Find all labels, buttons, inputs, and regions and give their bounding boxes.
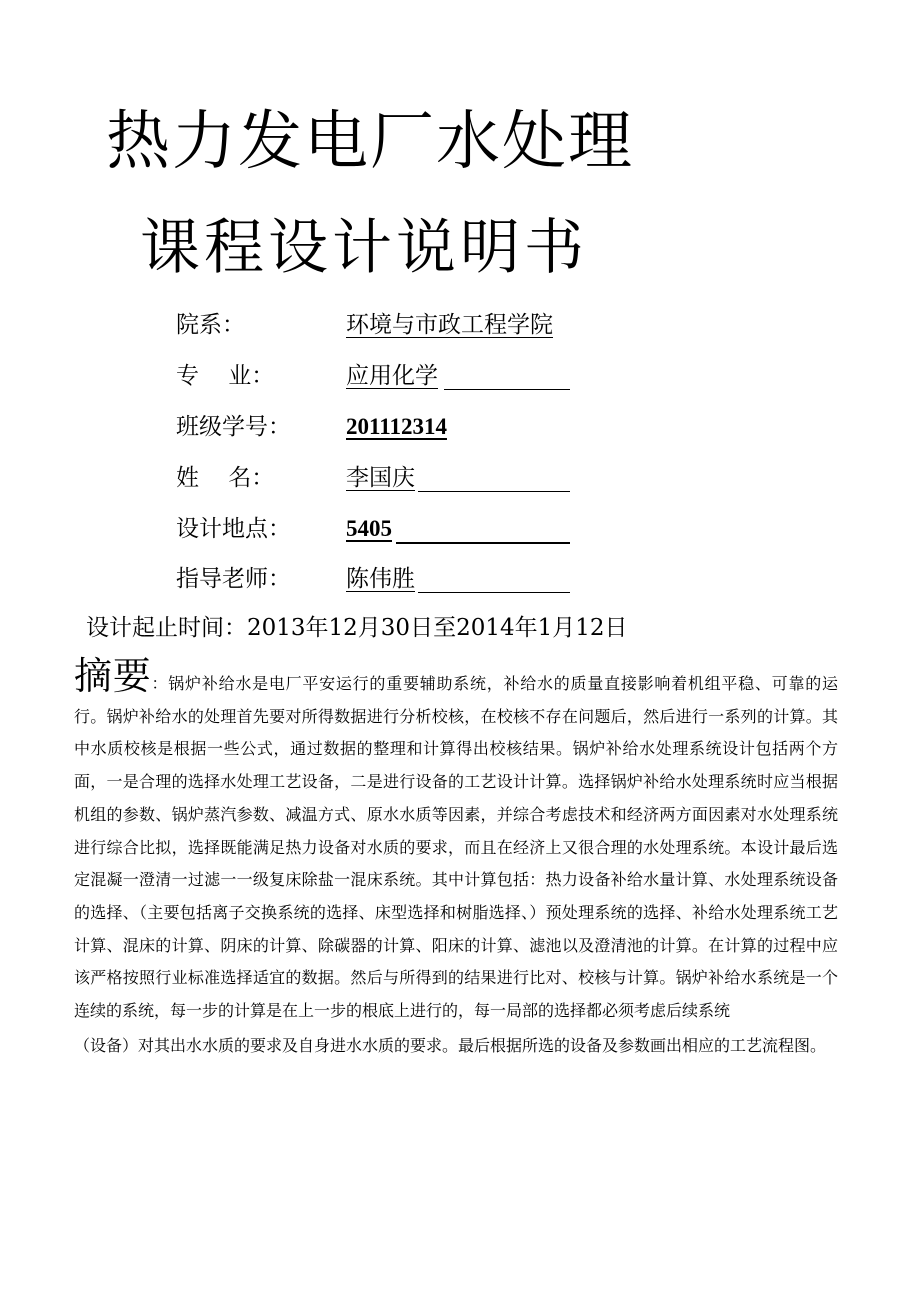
location-value: 5405 [346,516,392,541]
document-title-line2: 课程设计说明书 [140,213,588,283]
abstract-section [74,654,838,1062]
name-value: 李国庆 [346,465,415,491]
abstract-heading: 摘要 [74,654,152,698]
class-id-value: 201112314 [346,414,447,439]
name-underline [418,491,570,492]
major-value: 应用化学 [346,363,438,389]
name-label: 姓 名： [176,465,275,491]
advisor-value: 陈伟胜 [346,566,415,592]
location-underline [396,542,570,544]
abstract-continuation: （设备）对其出水水质的要求及自身进水水质的要求。最后根据所选的设备及参数画出相应的工艺流程图。 [74,1035,827,1055]
location-label: 设计地点： [176,516,291,542]
info-row-name [176,461,596,499]
major-label: 专 业： [176,363,275,389]
abstract-body: ：锅炉补给水是电厂平安运行的重要辅助系统，补给水的质量直接影响着机组平稳、可靠的运行。锅炉补给水的处理首先要对所得数据进行分析校核，在校核不存在问题后，然后进行一系列的计算。其中水质校核是根据一些公式，通过数据的整理和计算得出校核结果。锅炉补给水处理系统设计包括两个方面，一是合理的选择水处理工艺设备，二是进行设备的工艺设计计算。选择锅炉补给水处理系统时应当根据机组的参数、锅炉蒸汽参数、减温方式、原水水质等因素，并综合考虑技术和经济两方面因素对水处理系统进行综合比拟，选择既能满足热力设备对水质的要求，而且在经济上又很合理的水处理系统。本设计最后选定混凝一澄清一过滤一一级复床除盐一混床系统。其中计算包括：热力设备补给水量计算、水处理系统设备的选择、（主要包括离子交换系统的选择、床型选择和树脂选择、）预处理系统的选择、补给水处理系统工艺计算、混床的计算、阴床的计算、除碳器的计算、阳床的计算、滤池以及澄清池的计算。在计算的过程中应该严格按照行业标准选择适宜的数据。然后与所得到的结果进行比对、校核与计算。锅炉补给水系统是一个连续的系统，每一步的计算是在上一步的根底上进行的，每一局部的选择都必须考虑后续系统 [74,674,838,1021]
major-underline [444,389,570,390]
advisor-underline [418,592,570,593]
document-title-line1: 热力发电厂水处理 [106,105,634,179]
department-value: 环境与市政工程学院 [346,312,553,338]
design-period: 设计起止时间：2013年12月30日至2014年1月12日 [86,615,628,641]
info-row-class-id [176,410,596,448]
department-label: 院系： [176,312,245,338]
info-row-department [176,308,596,346]
info-row-major [176,359,596,397]
advisor-label: 指导老师： [176,566,291,592]
abstract-paragraph [74,654,838,1028]
class-id-label: 班级学号： [176,414,291,440]
info-row-location [176,512,596,550]
info-row-advisor [176,562,596,600]
